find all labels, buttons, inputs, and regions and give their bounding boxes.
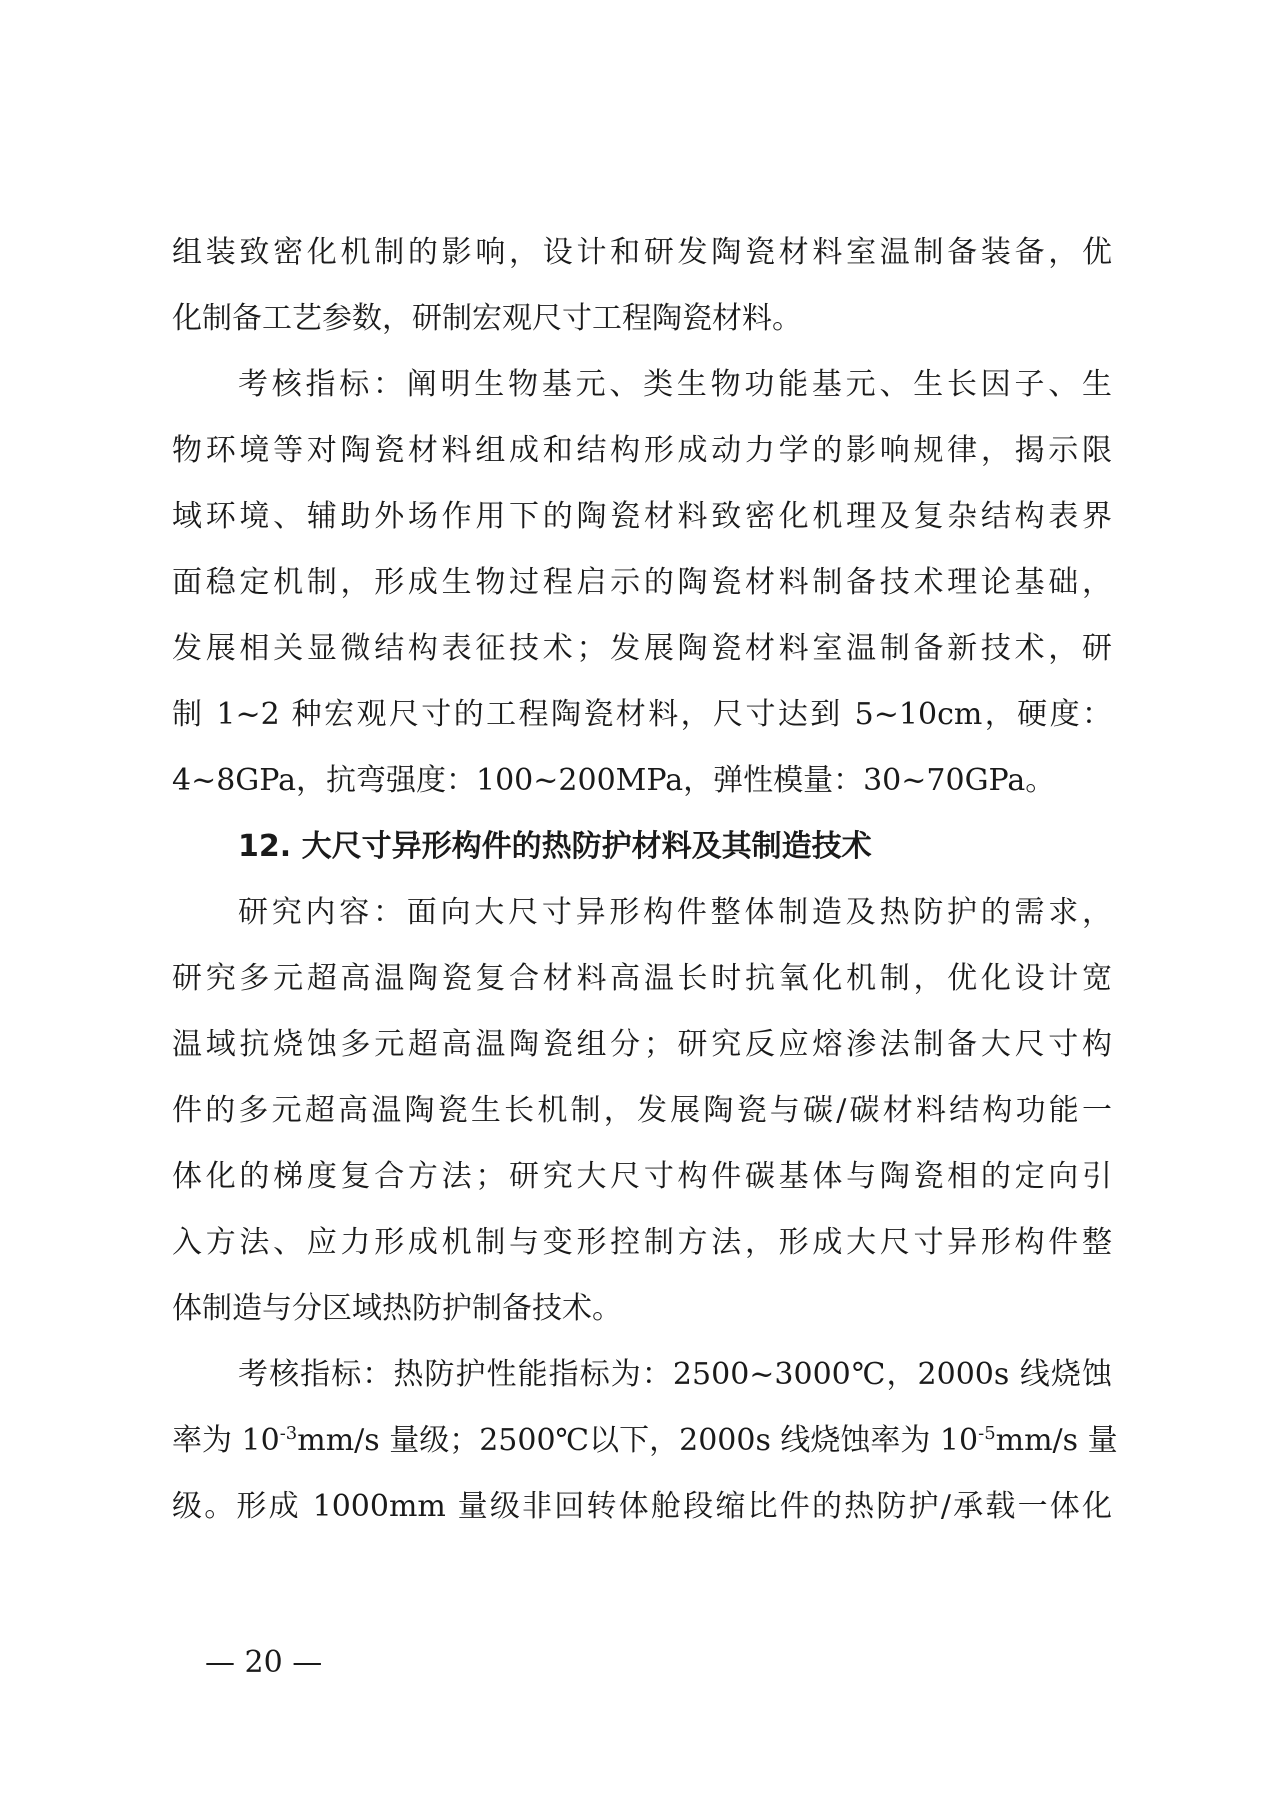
body-text [172, 220, 1118, 1540]
text-line: 化制备工艺参数，研制宏观尺寸工程陶瓷材料。 [172, 301, 802, 336]
text-line: 面稳定机制，形成生物过程启示的陶瓷材料制备技术理论基础， [172, 565, 1112, 600]
text-line: 入方法、应力形成机制与变形控制方法，形成大尺寸异形构件整 [172, 1225, 1112, 1260]
page-number: — 20 — [205, 1645, 323, 1680]
text-line: 温域抗烧蚀多元超高温陶瓷组分；研究反应熔渗法制备大尺寸构 [172, 1027, 1112, 1062]
text-line: 体制造与分区域热防护制备技术。 [172, 1291, 622, 1326]
superscript: -5 [978, 1423, 996, 1444]
text-line: 域环境、辅助外场作用下的陶瓷材料致密化机理及复杂结构表界 [172, 499, 1112, 534]
text-line: 考核指标：热防护性能指标为：2500~3000℃，2000s 线烧蚀 [238, 1357, 1112, 1392]
text-line: 发展相关显微结构表征技术；发展陶瓷材料室温制备新技术，研 [172, 631, 1112, 666]
text-line: 物环境等对陶瓷材料组成和结构形成动力学的影响规律，揭示限 [172, 433, 1112, 468]
text-line: 研究多元超高温陶瓷复合材料高温长时抗氧化机制，优化设计宽 [172, 961, 1112, 996]
text-line: 组装致密化机制的影响，设计和研发陶瓷材料室温制备装备，优 [172, 235, 1112, 270]
superscript: -3 [279, 1423, 298, 1444]
text-line: 研究内容：面向大尺寸异形构件整体制造及热防护的需求， [238, 895, 1112, 930]
text-line: 体化的梯度复合方法；研究大尺寸构件碳基体与陶瓷相的定向引 [172, 1159, 1112, 1194]
section-heading: 12. 大尺寸异形构件的热防护材料及其制造技术 [238, 829, 872, 864]
text-line-with-superscripts [172, 1408, 1118, 1474]
text-line: 件的多元超高温陶瓷生长机制，发展陶瓷与碳/碳材料结构功能一 [172, 1093, 1112, 1128]
text-line: 考核指标：阐明生物基元、类生物功能基元、生长因子、生 [238, 367, 1112, 402]
text-line: 级。形成 1000mm 量级非回转体舱段缩比件的热防护/承载一体化 [172, 1489, 1112, 1524]
text-segment: mm/s 量 [995, 1423, 1118, 1458]
text-segment: mm/s 量级；2500℃以下，2000s 线烧蚀率为 10 [297, 1423, 979, 1458]
text-line: 制 1~2 种宏观尺寸的工程陶瓷材料，尺寸达到 5~10cm，硬度： [172, 697, 1112, 732]
text-segment: 率为 10 [172, 1423, 280, 1458]
text-line: 4~8GPa，抗弯强度：100~200MPa，弹性模量：30~70GPa。 [172, 763, 1056, 798]
